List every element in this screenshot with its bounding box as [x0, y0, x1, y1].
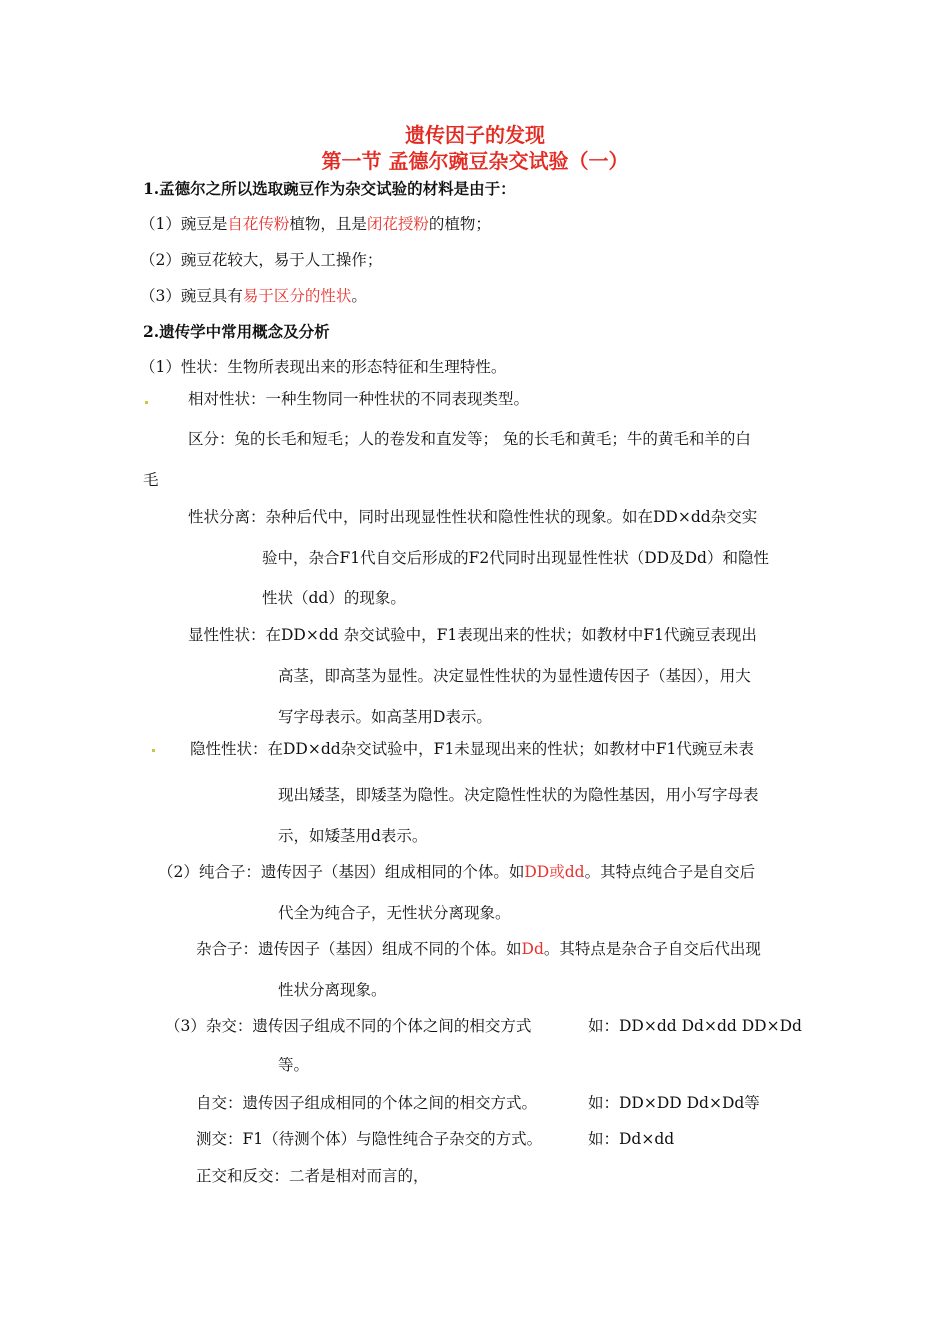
- dominant-trait-definition: 显性性状：在DD×dd 杂交试验中，F1表现出来的性状；如教材中F1代豌豆表现出: [188, 626, 757, 644]
- text-segment: 。其特点是杂合子自交后代出现: [543, 940, 761, 958]
- highlight-term: 易于区分的性状: [242, 287, 352, 305]
- dominant-trait-cont: 写字母表示。如高茎用D表示。: [278, 708, 492, 726]
- text-segment: （3）豌豆具有: [140, 287, 243, 305]
- doc-subtitle: 第一节 孟德尔豌豆杂交试验（一）: [321, 149, 629, 173]
- margin-mark: [152, 749, 155, 752]
- text-segment: （1）豌豆是: [140, 215, 228, 233]
- homozygote-cont: 代全为纯合子，无性状分离现象。: [278, 904, 511, 922]
- distinguish-examples-cont: 毛: [143, 471, 159, 489]
- section2-heading: 2.遗传学中常用概念及分析: [143, 322, 330, 341]
- testcross-definition: 测交：F1（待测个体）与隐性纯合子杂交的方式。: [196, 1130, 543, 1148]
- dominant-trait-cont: 高茎，即高茎为显性。决定显性性状的为显性遗传因子（基因），用大: [278, 667, 751, 685]
- section1-heading: 1.孟德尔之所以选取豌豆作为杂交试验的材料是由于：: [143, 179, 516, 198]
- highlight-term: Dd: [521, 940, 544, 958]
- cross-examples: 如：DD×dd Dd×dd DD×Dd: [588, 1017, 802, 1035]
- recessive-trait-cont: 现出矮茎，即矮茎为隐性。决定隐性性状的为隐性基因，用小写字母表: [278, 786, 759, 804]
- segregation-definition-cont: 性状（dd）的现象。: [262, 589, 406, 607]
- section1-item-3: [140, 286, 367, 306]
- doc-title: 遗传因子的发现: [405, 123, 545, 147]
- heterozygote-definition: [196, 939, 761, 959]
- text-segment: （2）纯合子：遗传因子（基因）组成相同的个体。如: [158, 863, 525, 881]
- text-segment: 杂合子：遗传因子（基因）组成不同的个体。如: [196, 940, 522, 958]
- section1-item-1: [140, 214, 491, 234]
- text-segment: 。: [351, 287, 367, 305]
- reciprocal-cross-definition: 正交和反交：二者是相对而言的，: [196, 1167, 429, 1185]
- text-segment: 的植物；: [428, 215, 491, 233]
- segregation-definition-cont: 验中，杂合F1代自交后形成的F2代同时出现显性性状（DD及Dd）和隐性: [262, 549, 769, 567]
- highlight-term: 自花传粉: [227, 215, 290, 233]
- text-segment: 。其特点纯合子是自交后: [584, 863, 756, 881]
- margin-mark: [145, 401, 148, 404]
- highlight-term: 闭花授粉: [366, 215, 429, 233]
- cross-definition: （3）杂交：遗传因子组成不同的个体之间的相交方式: [165, 1017, 532, 1035]
- selfing-examples: 如：DD×DD Dd×Dd等: [588, 1094, 760, 1112]
- segregation-definition: 性状分离：杂种后代中，同时出现显性性状和隐性性状的现象。如在DD×dd杂交实: [188, 508, 758, 526]
- recessive-trait-cont: 示，如矮茎用d表示。: [278, 827, 428, 845]
- selfing-definition: 自交：遗传因子组成相同的个体之间的相交方式。: [196, 1094, 538, 1112]
- trait-definition: （1）性状：生物所表现出来的形态特征和生理特性。: [140, 358, 507, 376]
- distinguish-examples: 区分：兔的长毛和短毛；人的卷发和直发等； 兔的长毛和黄毛；牛的黄毛和羊的白: [188, 430, 751, 448]
- relative-trait-definition: 相对性状：一种生物同一种性状的不同表现类型。: [188, 390, 530, 408]
- heterozygote-cont: 性状分离现象。: [278, 981, 387, 999]
- section1-item-2: （2）豌豆花较大，易于人工操作；: [140, 251, 383, 269]
- highlight-term: DD或dd: [524, 863, 585, 881]
- recessive-trait-definition: 隐性性状：在DD×dd杂交试验中，F1未显现出来的性状；如教材中F1代豌豆未表: [190, 740, 754, 758]
- cross-examples-cont: 等。: [278, 1056, 310, 1074]
- text-segment: 植物，且是: [289, 215, 367, 233]
- testcross-examples: 如：Dd×dd: [588, 1130, 675, 1148]
- homozygote-definition: [158, 862, 755, 882]
